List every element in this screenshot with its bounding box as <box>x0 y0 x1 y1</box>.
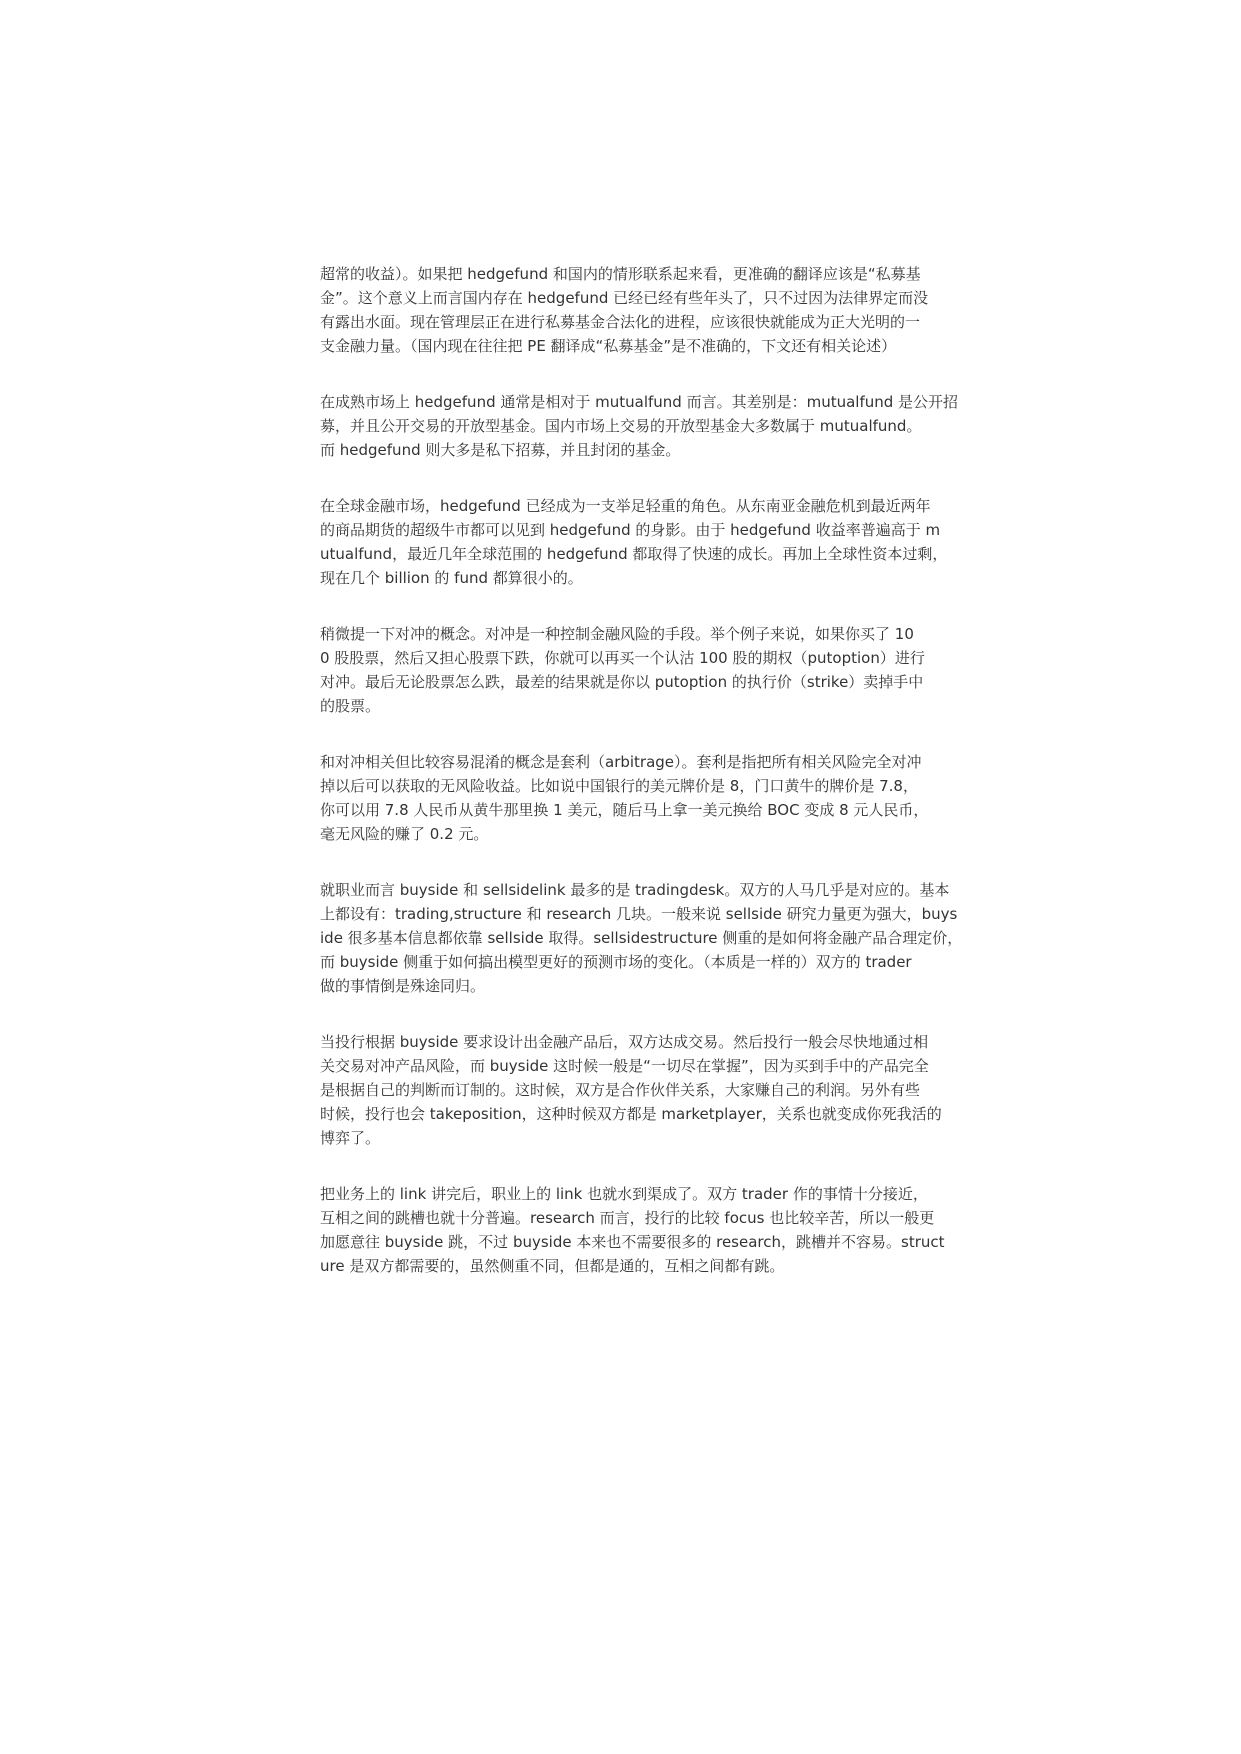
text-line: 你可以用 7.8 人民币从黄牛那里换 1 美元，随后马上拿一美元换给 BOC 变成 8 元人民币， <box>320 801 929 819</box>
text-line: 而 hedgefund 则大多是私下招募，并且封闭的基金。 <box>320 441 681 459</box>
text-line: 对冲。最后无论股票怎么跌，最差的结果就是你以 putoption 的执行价（strike）卖掉手中 <box>320 673 924 691</box>
paragraph-4 <box>320 622 930 718</box>
text-line: 做的事情倒是殊途同归。 <box>320 977 486 995</box>
text-line: utualfund，最近几年全球范围的 hedgefund 都取得了快速的成长。再加上全球性资本过剩， <box>320 545 948 563</box>
paragraph-6 <box>320 878 963 998</box>
text-line: 时候，投行也会 takeposition，这种时候双方都是 marketplayer，关系也就变成你死我活的 <box>320 1105 942 1123</box>
text-line: ure 是双方都需要的，虽然侧重不同，但都是通的，互相之间都有跳。 <box>320 1257 785 1275</box>
text-line: 稍微提一下对冲的概念。对冲是一种控制金融风险的手段。举个例子来说，如果你买了 10 <box>320 625 914 643</box>
text-line: 上都设有：trading,structure 和 research 几块。一般来说 sellside 研究力量更为强大，buys <box>320 905 958 923</box>
paragraph-2 <box>320 390 959 462</box>
text-line: 在成熟市场上 hedgefund 通常是相对于 mutualfund 而言。其差别是：mutualfund 是公开招 <box>320 393 959 411</box>
text-line: 而 buyside 侧重于如何搞出模型更好的预测市场的变化。（本质是一样的）双方的 trader <box>320 953 912 971</box>
text-line: 支金融力量。（国内现在往往把 PE 翻译成“私募基金”是不准确的，下文还有相关论述） <box>320 337 897 355</box>
text-line: 超常的收益）。如果把 hedgefund 和国内的情形联系起来看，更准确的翻译应该是“私募基 <box>320 265 921 283</box>
text-line: 金”。这个意义上而言国内存在 hedgefund 已经已经有些年头了，只不过因为法律界定而没 <box>320 289 929 307</box>
text-line: 关交易对冲产品风险，而 buyside 这时候一般是“一切尽在掌握”，因为买到手中的产品完全 <box>320 1057 929 1075</box>
text-line: ide 很多基本信息都依靠 sellside 取得。sellsidestructure 侧重的是如何将金融产品合理定价， <box>320 929 963 947</box>
paragraph-7 <box>320 1030 942 1150</box>
text-line: 0 股股票，然后又担心股票下跌，你就可以再买一个认沽 100 股的期权（putoption）进行 <box>320 649 925 667</box>
text-line: 的股票。 <box>320 697 381 715</box>
text-line: 当投行根据 buyside 要求设计出金融产品后，双方达成交易。然后投行一般会尽快地通过相 <box>320 1033 929 1051</box>
text-line: 毫无风险的赚了 0.2 元。 <box>320 825 489 843</box>
paragraph-1 <box>320 262 930 358</box>
text-line: 博弈了。 <box>320 1129 381 1147</box>
text-line: 把业务上的 link 讲完后，职业上的 link 也就水到渠成了。双方 trader 作的事情十分接近， <box>320 1185 928 1203</box>
document-body <box>320 262 963 1310</box>
text-line: 在全球金融市场，hedgefund 已经成为一支举足轻重的角色。从东南亚金融危机到最近两年 <box>320 497 931 515</box>
paragraph-3 <box>320 494 948 590</box>
text-line: 掉以后可以获取的无风险收益。比如说中国银行的美元牌价是 8，门口黄牛的牌价是 7.8， <box>320 777 918 795</box>
paragraph-8 <box>320 1182 945 1278</box>
text-line: 现在几个 billion 的 fund 都算很小的。 <box>320 569 583 587</box>
text-line: 就职业而言 buyside 和 sellsidelink 最多的是 tradingdesk。双方的人马几乎是对应的。基本 <box>320 881 950 899</box>
text-line: 是根据自己的判断而订制的。这时候，双方是合作伙伴关系，大家赚自己的利润。另外有些 <box>320 1081 921 1099</box>
text-line: 加愿意往 buyside 跳，不过 buyside 本来也不需要很多的 research，跳槽并不容易。struct <box>320 1233 945 1251</box>
text-line: 互相之间的跳槽也就十分普遍。research 而言，投行的比较 focus 也比较辛苦，所以一般更 <box>320 1209 935 1227</box>
text-line: 募，并且公开交易的开放型基金。国内市场上交易的开放型基金大多数属于 mutualfund。 <box>320 417 922 435</box>
paragraph-5 <box>320 750 930 846</box>
text-line: 的商品期货的超级牛市都可以见到 hedgefund 的身影。由于 hedgefund 收益率普遍高于 m <box>320 521 941 539</box>
text-line: 有露出水面。现在管理层正在进行私募基金合法化的进程，应该很快就能成为正大光明的一 <box>320 313 921 331</box>
text-line: 和对冲相关但比较容易混淆的概念是套利（arbitrage）。套利是指把所有相关风险完全对冲 <box>320 753 922 771</box>
